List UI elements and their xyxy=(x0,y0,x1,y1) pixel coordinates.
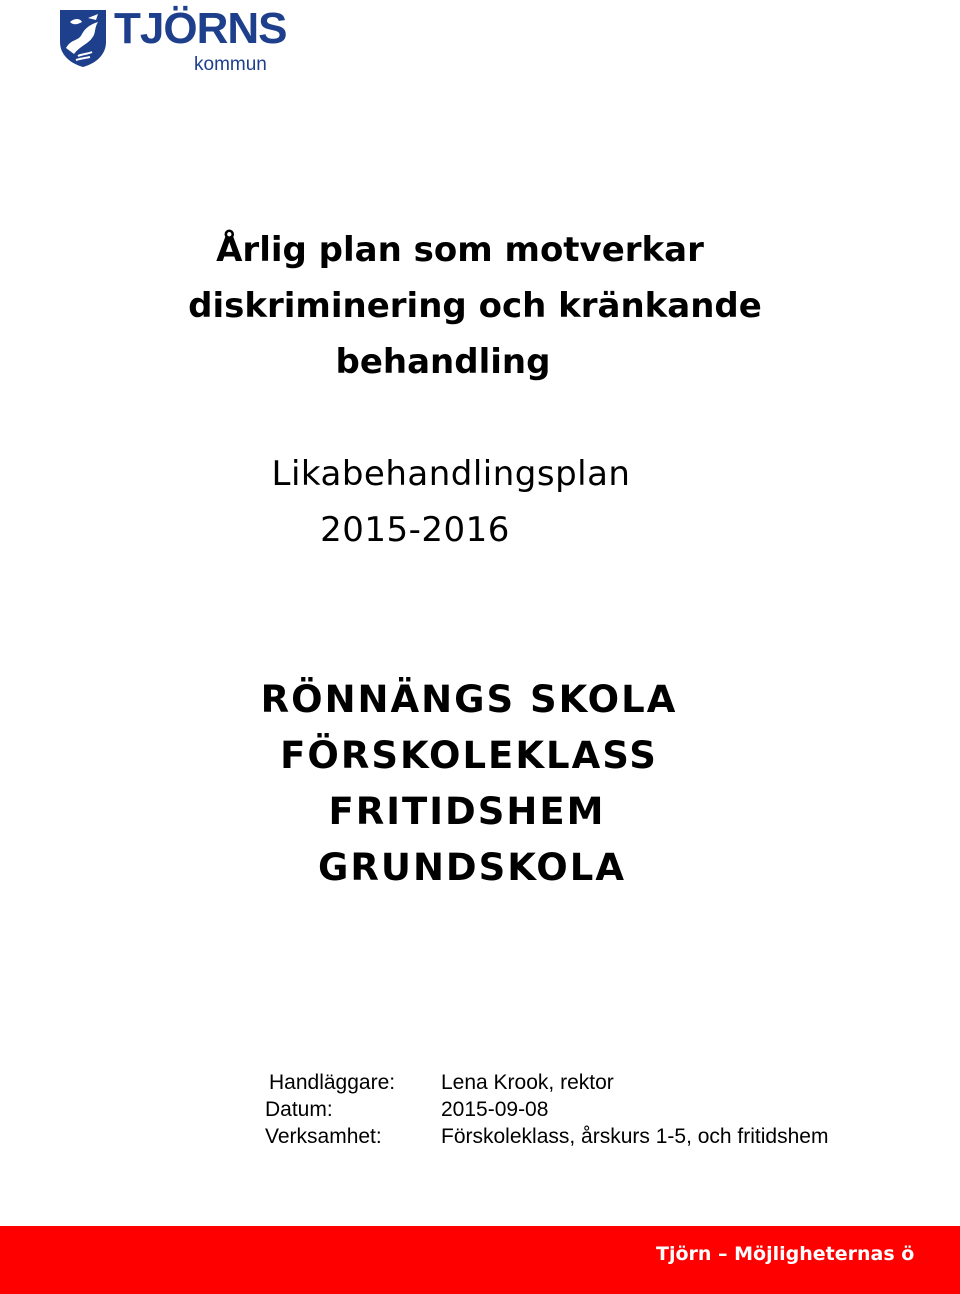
title-line: Årlig plan som motverkar xyxy=(216,230,704,270)
school-name: RÖNNÄNGS SKOLA xyxy=(260,678,678,721)
plan-subtitle xyxy=(0,446,960,558)
logo-subtitle: kommun xyxy=(194,54,267,75)
school-block xyxy=(0,672,960,896)
footer-band xyxy=(0,1226,960,1294)
meta-value: Lena Krook, rektor xyxy=(441,1071,614,1094)
meta-value: 2015-09-08 xyxy=(441,1098,549,1121)
meta-value: Förskoleklass, årskurs 1-5, och fritidshem xyxy=(441,1125,829,1148)
meta-row-handler xyxy=(265,1069,828,1096)
school-unit: GRUNDSKOLA xyxy=(318,846,626,889)
school-unit: FRITIDSHEM xyxy=(328,790,606,833)
plan-name: Likabehandlingsplan xyxy=(271,454,631,494)
meta-label: Handläggare: xyxy=(269,1071,396,1094)
document-title xyxy=(0,222,960,390)
coat-of-arms-icon xyxy=(58,8,108,68)
logo-name: TJÖRNS xyxy=(114,4,287,53)
meta-label: Verksamhet: xyxy=(265,1125,382,1148)
meta-label: Datum: xyxy=(265,1098,333,1121)
meta-row-activity xyxy=(265,1123,828,1150)
title-line: behandling xyxy=(335,342,551,382)
footer-slogan: Tjörn – Möjligheternas ö xyxy=(656,1243,915,1265)
document-meta xyxy=(265,1069,828,1150)
tjorn-logo xyxy=(58,4,298,75)
school-unit: FÖRSKOLEKLASS xyxy=(280,734,658,777)
plan-period: 2015-2016 xyxy=(320,510,510,550)
meta-row-date xyxy=(265,1096,828,1123)
title-line: diskriminering och kränkande xyxy=(188,286,762,326)
